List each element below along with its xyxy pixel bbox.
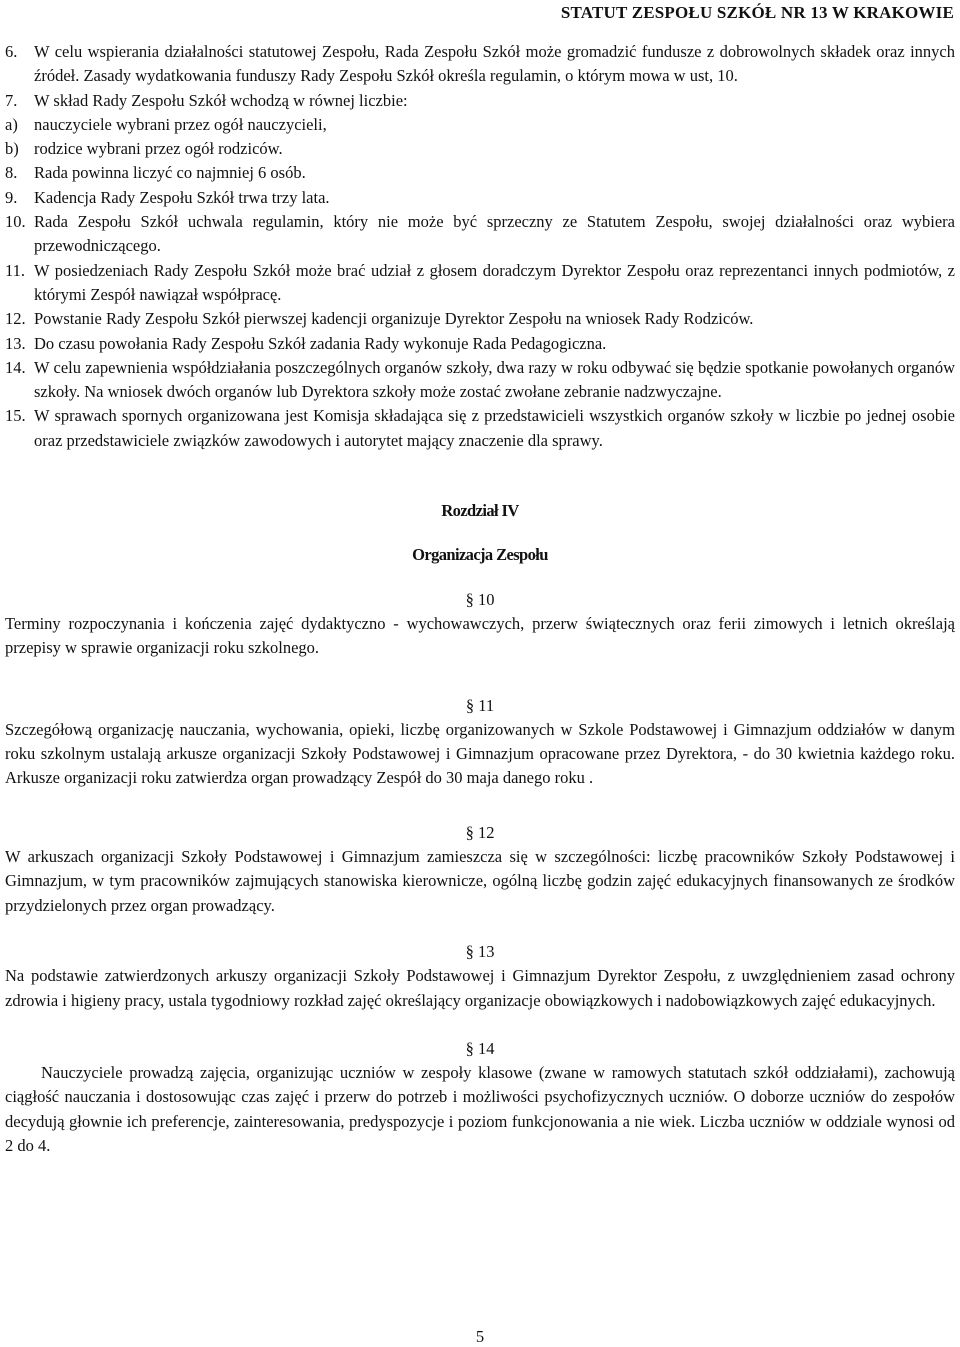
section-mark: § 11 (465, 695, 495, 715)
list-item (5, 210, 955, 259)
item-text: W celu zapewnienia współdziałania poszczególnych organów szkoły, dwa razy w roku odbywać się będzie spotkanie powołanych organów szkoły. Na wniosek dwóch organów lub Dyrektora szkoły może zostać zwołane zebranie nadzwyczajne. (34, 357, 955, 402)
list-item (5, 161, 955, 185)
section-text: W arkuszach organizacji Szkoły Podstawowej i Gimnazjum zamieszcza się w szczególności: liczbę pracowników Szkoły Podstawowej i Gimnazjum, w tym pracowników zajmujących stanowiska kierownicze, ogólną liczbę godzin zajęć edukacyjnych finansowanych ze środków przydzielonych przez organ prowadzący. (5, 847, 955, 915)
item-text: Powstanie Rady Zespołu Szkół pierwszej kadencji organizuje Dyrektor Zespołu na wniosek Rady Rodziców. (34, 309, 754, 329)
chapter-title: Organizacja Zespołu (412, 545, 548, 565)
item-number: 10. (5, 212, 26, 232)
list-item (5, 356, 955, 405)
page-number: 5 (475, 1327, 485, 1346)
sub-item-text: rodzice wybrani przez ogół rodziców. (34, 139, 283, 159)
chapter-number: Rozdział IV (441, 501, 519, 521)
item-text: Kadencja Rady Zespołu Szkół trwa trzy lata. (34, 187, 330, 207)
list-item (5, 259, 955, 308)
section-mark: § 10 (465, 589, 495, 609)
item-number: 8. (5, 163, 18, 183)
section-text: Terminy rozpoczynania i kończenia zajęć dydaktyczno - wychowawczych, przerw świątecznych oraz ferii zimowych i letnich określają przepisy w sprawie organizacji roku szkolnego. (5, 613, 955, 658)
item-text: W celu wspierania działalności statutowej Zespołu, Rada Zespołu Szkół może gromadzić fundusze z dobrowolnych składek oraz innych źródeł. Zasady wydatkowania funduszy Rady Zespołu Szkół określa regulamin, o którym mowa w ust, 10. (34, 42, 955, 86)
item-number: 9. (5, 187, 18, 207)
item-number: 11. (5, 260, 26, 280)
sub-item-marker: a) (5, 114, 18, 134)
item-text: W posiedzeniach Rady Zespołu Szkół może brać udział z głosem doradczym Dyrektor Zespołu oraz reprezentanci innych podmiotów, z którymi Zespół nawiązał współpracę. (34, 260, 955, 304)
list-item (5, 89, 955, 113)
item-number: 14. (5, 357, 26, 377)
item-number: 15. (5, 406, 26, 426)
list-item (5, 186, 955, 210)
section-mark: § 12 (465, 822, 495, 842)
item-text: Do czasu powołania Rady Zespołu Szkół zadania Rady wykonuje Rada Pedagogiczna. (34, 333, 607, 353)
section-text: Nauczyciele prowadzą zajęcia, organizując uczniów w zespoły klasowe (zwane w ramowych statutach szkół oddziałami), zachowują ciągłość nauczania i dostosowując czas zajęć i przerw do potrzeb i możliwości psychofizycznych uczniów. O doborze uczniów do zespołów decydują głownie ich preferencje, zainteresowania, predyspozycje i poziom funkcjonowania a nie wiek. Liczba uczniów w oddziale wynosi od 2 do 4. (5, 1063, 955, 1155)
item-number: 12. (5, 309, 26, 329)
sub-item-marker: b) (5, 139, 19, 159)
list-item (5, 404, 955, 453)
section-text: Na podstawie zatwierdzonych arkuszy organizacji Szkoły Podstawowej i Gimnazjum Dyrektor Zespołu, z uwzględnieniem zasad ochrony zdrowia i higieny pracy, ustala tygodniowy rozkład zajęć określający organizacje obowiązkowych i nadobowiązkowych zajęć edukacyjnych. (5, 966, 955, 1010)
item-text: Rada Zespołu Szkół uchwala regulamin, który nie może być sprzeczny ze Statutem Zespołu, swojej działalności oraz wybiera przewodniczącego. (34, 212, 955, 256)
section-text: Szczegółową organizację nauczania, wychowania, opieki, liczbę organizowanych w Szkole Podstawowej i Gimnazjum oddziałów w danym roku szkolnym ustalają arkusze organizacji Szkoły Podstawowej i Gimnazjum opracowane przez Dyrektora, - do 30 kwietnia każdego roku. Arkusze organizacji roku zatwierdza organ prowadzący Zespół do 30 maja danego roku . (5, 719, 955, 788)
item-number: 6. (5, 42, 18, 61)
list-item (5, 332, 955, 356)
section-mark: § 13 (465, 941, 495, 961)
list-item (5, 307, 955, 331)
sub-item-text: nauczyciele wybrani przez ogół nauczycieli, (34, 114, 327, 134)
item-text: W sprawach spornych organizowana jest Komisja składająca się z przedstawicieli wszystkich organów szkoły w liczbie po jednej osobie oraz przedstawiciele związków zawodowych i autorytet mający znaczenie dla sprawy. (34, 406, 955, 450)
numbered-list (5, 40, 955, 453)
sub-item (5, 113, 955, 137)
sub-item (5, 137, 955, 161)
item-text: W skład Rady Zespołu Szkół wchodzą w równej liczbie: (34, 90, 408, 110)
list-item (5, 40, 955, 89)
section-mark: § 14 (465, 1038, 495, 1058)
running-header: STATUT ZESPOŁU SZKÓŁ NR 13 W KRAKOWIE (560, 3, 954, 22)
item-number: 7. (5, 90, 18, 110)
page-content (5, 40, 955, 1158)
item-text: Rada powinna liczyć co najmniej 6 osób. (34, 163, 306, 183)
item-number: 13. (5, 333, 26, 353)
